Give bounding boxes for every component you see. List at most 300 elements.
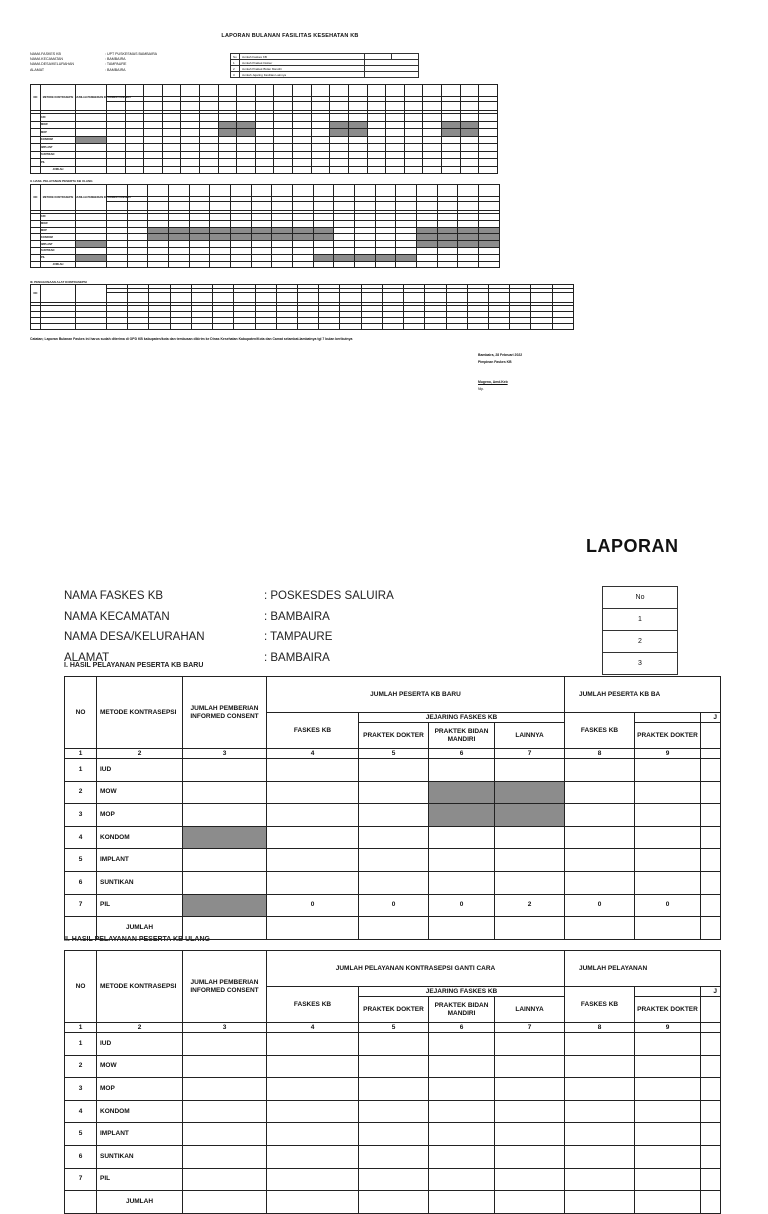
data-cell	[267, 804, 359, 827]
data-cell	[210, 254, 231, 261]
data-cell	[635, 849, 701, 872]
header-cell	[181, 85, 200, 97]
data-cell	[218, 129, 237, 137]
data-cell	[144, 136, 163, 144]
data-cell	[437, 254, 458, 261]
data-cell	[183, 826, 267, 849]
data-cell	[429, 1168, 495, 1191]
data-cell	[183, 1145, 267, 1168]
index-cell: 4	[267, 1023, 359, 1033]
data-cell	[169, 214, 190, 221]
data-cell	[313, 247, 334, 254]
table-row	[31, 241, 500, 248]
table-row	[31, 121, 498, 129]
data-cell	[125, 151, 144, 159]
data-cell	[311, 144, 330, 152]
header-cell	[425, 293, 446, 303]
data-cell	[200, 144, 219, 152]
method-cell: MOW	[41, 121, 76, 129]
data-cell	[272, 220, 293, 227]
data-cell	[31, 151, 41, 159]
data-cell	[144, 114, 163, 122]
data-cell	[231, 254, 252, 261]
header-cell	[330, 102, 349, 111]
data-cell	[76, 114, 107, 122]
data-cell	[458, 241, 479, 248]
data-cell	[375, 234, 396, 241]
data-cell	[701, 849, 721, 872]
col-jejaring-header: JEJARING FASKES KB	[359, 987, 565, 997]
method-cell: KONDOM	[41, 136, 76, 144]
data-cell	[267, 781, 359, 804]
data-cell	[31, 129, 41, 137]
data-cell	[479, 114, 498, 122]
data-cell	[169, 234, 190, 241]
data-cell	[348, 166, 367, 174]
table-row	[31, 261, 500, 268]
data-cell	[701, 826, 721, 849]
data-cell	[417, 220, 438, 227]
header-cell	[479, 185, 500, 197]
data-cell	[189, 254, 210, 261]
header-cell	[234, 293, 255, 303]
zoom-facility-info	[64, 586, 394, 668]
info-label: NAMA KECAMATAN	[64, 610, 170, 623]
index-cell: 3	[183, 1023, 267, 1033]
zoom-title: LAPORAN	[586, 536, 679, 556]
data-cell	[375, 241, 396, 248]
data-cell	[181, 166, 200, 174]
data-cell	[359, 826, 429, 849]
data-cell	[144, 151, 163, 159]
data-cell	[386, 151, 405, 159]
value-cell: 0	[359, 894, 429, 917]
method-cell: MOP	[41, 129, 76, 137]
col-bidan-header: PRAKTEK BIDAN MANDIRI	[429, 723, 495, 749]
data-cell	[183, 894, 267, 917]
header-cell	[386, 102, 405, 111]
col-no-header: NO	[65, 677, 97, 749]
data-cell	[359, 1033, 429, 1056]
data-cell	[701, 1033, 721, 1056]
data-cell	[255, 129, 274, 137]
data-cell	[437, 227, 458, 234]
col-metode-header: METODE KONTRASEPSI	[97, 951, 183, 1023]
report-note: Catatan; Laporan Bulanan Faskes ini harus sudah diterima di OPD KB kabupaten/kota dan tembusan dikirim ke Dinas Kesehatan Kabupaten/Kota dan Camat selambat-lambatnya tgl 7 bulan berikutnya	[30, 337, 353, 341]
index-cell: 8	[565, 1023, 635, 1033]
data-cell	[429, 1145, 495, 1168]
data-cell	[293, 234, 314, 241]
data-cell	[359, 871, 429, 894]
data-cell	[76, 324, 107, 330]
data-cell	[334, 214, 355, 221]
data-cell	[213, 324, 234, 330]
data-cell	[531, 324, 552, 330]
data-cell	[565, 1100, 635, 1123]
data-cell	[272, 254, 293, 261]
table-row	[65, 1145, 721, 1168]
data-cell	[255, 114, 274, 122]
report-page-zoom	[0, 500, 768, 1205]
data-cell	[189, 261, 210, 268]
data-cell	[272, 214, 293, 221]
data-cell	[313, 241, 334, 248]
data-cell	[231, 247, 252, 254]
data-cell	[267, 826, 359, 849]
data-cell	[76, 136, 107, 144]
row-number: 3	[65, 804, 97, 827]
data-cell	[495, 1078, 565, 1101]
data-cell	[183, 1078, 267, 1101]
data-cell	[231, 227, 252, 234]
data-cell	[334, 227, 355, 234]
data-cell	[76, 241, 107, 248]
data-cell	[267, 1168, 359, 1191]
data-cell	[181, 144, 200, 152]
table-kb-baru-small	[30, 84, 498, 174]
header-cell	[237, 102, 256, 111]
data-cell	[495, 826, 565, 849]
data-cell	[437, 220, 458, 227]
data-cell	[334, 220, 355, 227]
data-cell	[375, 214, 396, 221]
data-cell	[107, 241, 128, 248]
data-cell	[231, 214, 252, 221]
col-dokter-header: PRAKTEK DOKTER	[359, 723, 429, 749]
data-cell	[510, 324, 531, 330]
data-cell	[31, 144, 41, 152]
info-value: : BAMBAIRA	[105, 57, 126, 62]
data-cell	[334, 234, 355, 241]
data-cell	[495, 871, 565, 894]
data-cell	[125, 144, 144, 152]
data-cell	[210, 227, 231, 234]
data-cell	[423, 144, 442, 152]
data-cell	[311, 114, 330, 122]
data-cell	[162, 114, 181, 122]
section-title: III. PENGGUNAAN ALAT KONTRASEPSI	[30, 280, 87, 284]
data-cell	[218, 144, 237, 152]
index-cell: 2	[97, 749, 183, 759]
data-cell	[458, 214, 479, 221]
header-cell	[330, 85, 349, 97]
data-cell	[267, 917, 359, 940]
report-page-overview	[0, 0, 768, 500]
data-cell	[181, 129, 200, 137]
data-cell	[144, 166, 163, 174]
data-cell	[76, 121, 107, 129]
col-informed-header: JUMLAH PEMBERIAN INFORMED CONSENT	[76, 85, 107, 111]
data-cell	[441, 121, 460, 129]
header-cell	[213, 293, 234, 303]
row-number: 2	[65, 781, 97, 804]
method-cell: KONDOM	[97, 1100, 183, 1123]
header-cell	[210, 185, 231, 197]
data-cell	[375, 261, 396, 268]
data-cell	[565, 1055, 635, 1078]
data-cell	[255, 136, 274, 144]
data-cell	[367, 136, 386, 144]
data-cell	[479, 129, 498, 137]
header-cell	[386, 85, 405, 97]
data-cell	[234, 324, 255, 330]
data-cell	[437, 234, 458, 241]
info-value: : BAMBAIRA	[105, 67, 126, 72]
data-cell	[169, 220, 190, 227]
summary-table	[230, 53, 419, 78]
summary-no: No	[231, 54, 240, 60]
data-cell	[479, 227, 500, 234]
data-cell	[479, 166, 498, 174]
summary-no: 1	[603, 609, 678, 631]
data-cell	[210, 247, 231, 254]
data-cell	[355, 214, 376, 221]
data-cell	[396, 261, 417, 268]
data-cell	[446, 324, 467, 330]
table-row	[65, 804, 721, 827]
header-cell	[127, 185, 148, 197]
data-cell	[31, 227, 41, 234]
header-cell	[441, 85, 460, 97]
data-cell	[701, 1078, 721, 1101]
data-cell	[297, 324, 318, 330]
data-cell	[218, 121, 237, 129]
data-cell	[162, 144, 181, 152]
data-cell	[31, 214, 41, 221]
data-cell	[458, 261, 479, 268]
data-cell	[293, 220, 314, 227]
data-cell	[267, 759, 359, 782]
data-cell	[148, 220, 169, 227]
header-cell	[181, 102, 200, 111]
info-label: ALAMAT	[64, 651, 110, 664]
data-cell	[701, 759, 721, 782]
data-cell	[65, 1191, 97, 1214]
data-cell	[441, 136, 460, 144]
data-cell	[162, 136, 181, 144]
report-title: LAPORAN BULANAN FASILITAS KESEHATAN KB	[221, 33, 359, 39]
data-cell	[162, 121, 181, 129]
info-value: : TAMPAURE	[105, 62, 127, 67]
header-cell	[251, 185, 272, 197]
row-number: 4	[65, 826, 97, 849]
data-cell	[479, 261, 500, 268]
data-cell	[76, 227, 107, 234]
data-cell	[267, 1191, 359, 1214]
data-cell	[355, 261, 376, 268]
data-cell	[429, 1033, 495, 1056]
data-cell	[479, 254, 500, 261]
data-cell	[76, 144, 107, 152]
info-value: : BAMBAIRA	[264, 651, 330, 664]
method-cell: MOP	[97, 1078, 183, 1101]
data-cell	[635, 1055, 701, 1078]
data-cell	[359, 804, 429, 827]
data-cell	[460, 121, 479, 129]
data-cell	[148, 254, 169, 261]
data-cell	[218, 166, 237, 174]
data-cell	[127, 227, 148, 234]
header-cell	[293, 202, 314, 211]
table-row	[65, 1078, 721, 1101]
header-cell	[355, 185, 376, 197]
data-cell	[404, 129, 423, 137]
data-cell	[359, 1100, 429, 1123]
data-cell	[107, 324, 128, 330]
summary-no: 1	[231, 60, 240, 66]
data-cell	[382, 324, 403, 330]
index-cell: 1	[65, 1023, 97, 1033]
data-cell	[359, 1168, 429, 1191]
header-cell	[437, 202, 458, 211]
data-cell	[319, 324, 340, 330]
data-cell	[76, 129, 107, 137]
data-cell	[127, 254, 148, 261]
data-cell	[429, 871, 495, 894]
data-cell	[355, 254, 376, 261]
header-cell	[375, 202, 396, 211]
data-cell	[169, 254, 190, 261]
data-cell	[429, 781, 495, 804]
data-cell	[200, 129, 219, 137]
header-cell	[169, 185, 190, 197]
header-cell	[107, 185, 128, 197]
index-cell: 6	[429, 749, 495, 759]
data-cell	[701, 871, 721, 894]
data-cell	[313, 254, 334, 261]
header-cell	[189, 202, 210, 211]
header-cell	[479, 102, 498, 111]
data-cell	[181, 151, 200, 159]
data-cell	[293, 114, 312, 122]
col-metode-header: METODE KONTRASEPSI	[41, 85, 76, 111]
data-cell	[200, 136, 219, 144]
data-cell	[293, 136, 312, 144]
data-cell	[189, 227, 210, 234]
data-cell	[479, 220, 500, 227]
data-cell	[162, 159, 181, 167]
data-cell	[635, 1078, 701, 1101]
data-cell	[565, 849, 635, 872]
data-cell	[144, 129, 163, 137]
index-cell: 7	[495, 749, 565, 759]
header-cell	[149, 293, 170, 303]
data-cell	[635, 1191, 701, 1214]
table-row	[65, 894, 721, 917]
row-number: 2	[65, 1055, 97, 1078]
table-row	[65, 1033, 721, 1056]
header-cell	[510, 293, 531, 303]
method-cell: PIL	[97, 1168, 183, 1191]
header-cell	[367, 102, 386, 111]
header-cell	[274, 85, 293, 97]
data-cell	[375, 247, 396, 254]
data-cell	[635, 759, 701, 782]
data-cell	[267, 1078, 359, 1101]
data-cell	[41, 324, 76, 330]
data-cell	[479, 214, 500, 221]
data-cell	[183, 1055, 267, 1078]
data-cell	[162, 129, 181, 137]
data-cell	[237, 144, 256, 152]
table-row	[31, 136, 498, 144]
data-cell	[149, 324, 170, 330]
data-cell	[361, 324, 382, 330]
header-cell	[460, 102, 479, 111]
data-cell	[441, 159, 460, 167]
header-cell	[367, 85, 386, 97]
data-cell	[429, 759, 495, 782]
header-cell	[218, 85, 237, 97]
row-number: 5	[65, 849, 97, 872]
data-cell	[375, 227, 396, 234]
col-lainnya-header: LAINNYA	[495, 997, 565, 1023]
data-cell	[330, 136, 349, 144]
data-cell	[237, 129, 256, 137]
data-cell	[460, 151, 479, 159]
data-cell	[313, 261, 334, 268]
data-cell	[183, 871, 267, 894]
data-cell	[565, 1078, 635, 1101]
data-cell	[107, 121, 126, 129]
info-label: NAMA FASKES KB	[30, 52, 61, 56]
method-cell: IMPLANT	[41, 241, 76, 248]
header-cell	[191, 293, 212, 303]
table-row	[31, 247, 500, 254]
data-cell	[210, 241, 231, 248]
data-cell	[107, 159, 126, 167]
table-row	[65, 849, 721, 872]
header-cell	[76, 285, 107, 303]
index-cell: 8	[565, 749, 635, 759]
data-cell	[237, 166, 256, 174]
header-cell: J	[701, 713, 721, 723]
data-cell	[251, 241, 272, 248]
data-cell	[293, 121, 312, 129]
col-no-header: NO	[31, 85, 41, 111]
header-cell	[441, 102, 460, 111]
data-cell	[635, 1123, 701, 1146]
method-cell: KONDOM	[41, 234, 76, 241]
data-cell	[31, 114, 41, 122]
data-cell	[441, 129, 460, 137]
data-cell	[367, 151, 386, 159]
data-cell	[107, 166, 126, 174]
col-no-header: NO	[31, 185, 41, 211]
data-cell	[565, 1191, 635, 1214]
header-cell	[107, 293, 128, 303]
table-row	[31, 144, 498, 152]
data-cell	[386, 129, 405, 137]
data-cell	[417, 254, 438, 261]
table-row	[65, 759, 721, 782]
data-cell	[396, 227, 417, 234]
header-cell	[396, 202, 417, 211]
summary-text: Jumlah Praktek Bidan Mandiri	[239, 66, 364, 72]
data-cell	[404, 144, 423, 152]
data-cell	[200, 151, 219, 159]
data-cell	[330, 114, 349, 122]
method-cell: IMPLANT	[41, 144, 76, 152]
data-cell	[367, 129, 386, 137]
section-title: II. HASIL PELAYANAN PESERTA KB ULANG	[64, 936, 210, 943]
table-row	[65, 871, 721, 894]
header-cell	[458, 202, 479, 211]
data-cell	[31, 159, 41, 167]
data-cell	[701, 781, 721, 804]
data-cell	[417, 214, 438, 221]
row-number: 7	[65, 1168, 97, 1191]
